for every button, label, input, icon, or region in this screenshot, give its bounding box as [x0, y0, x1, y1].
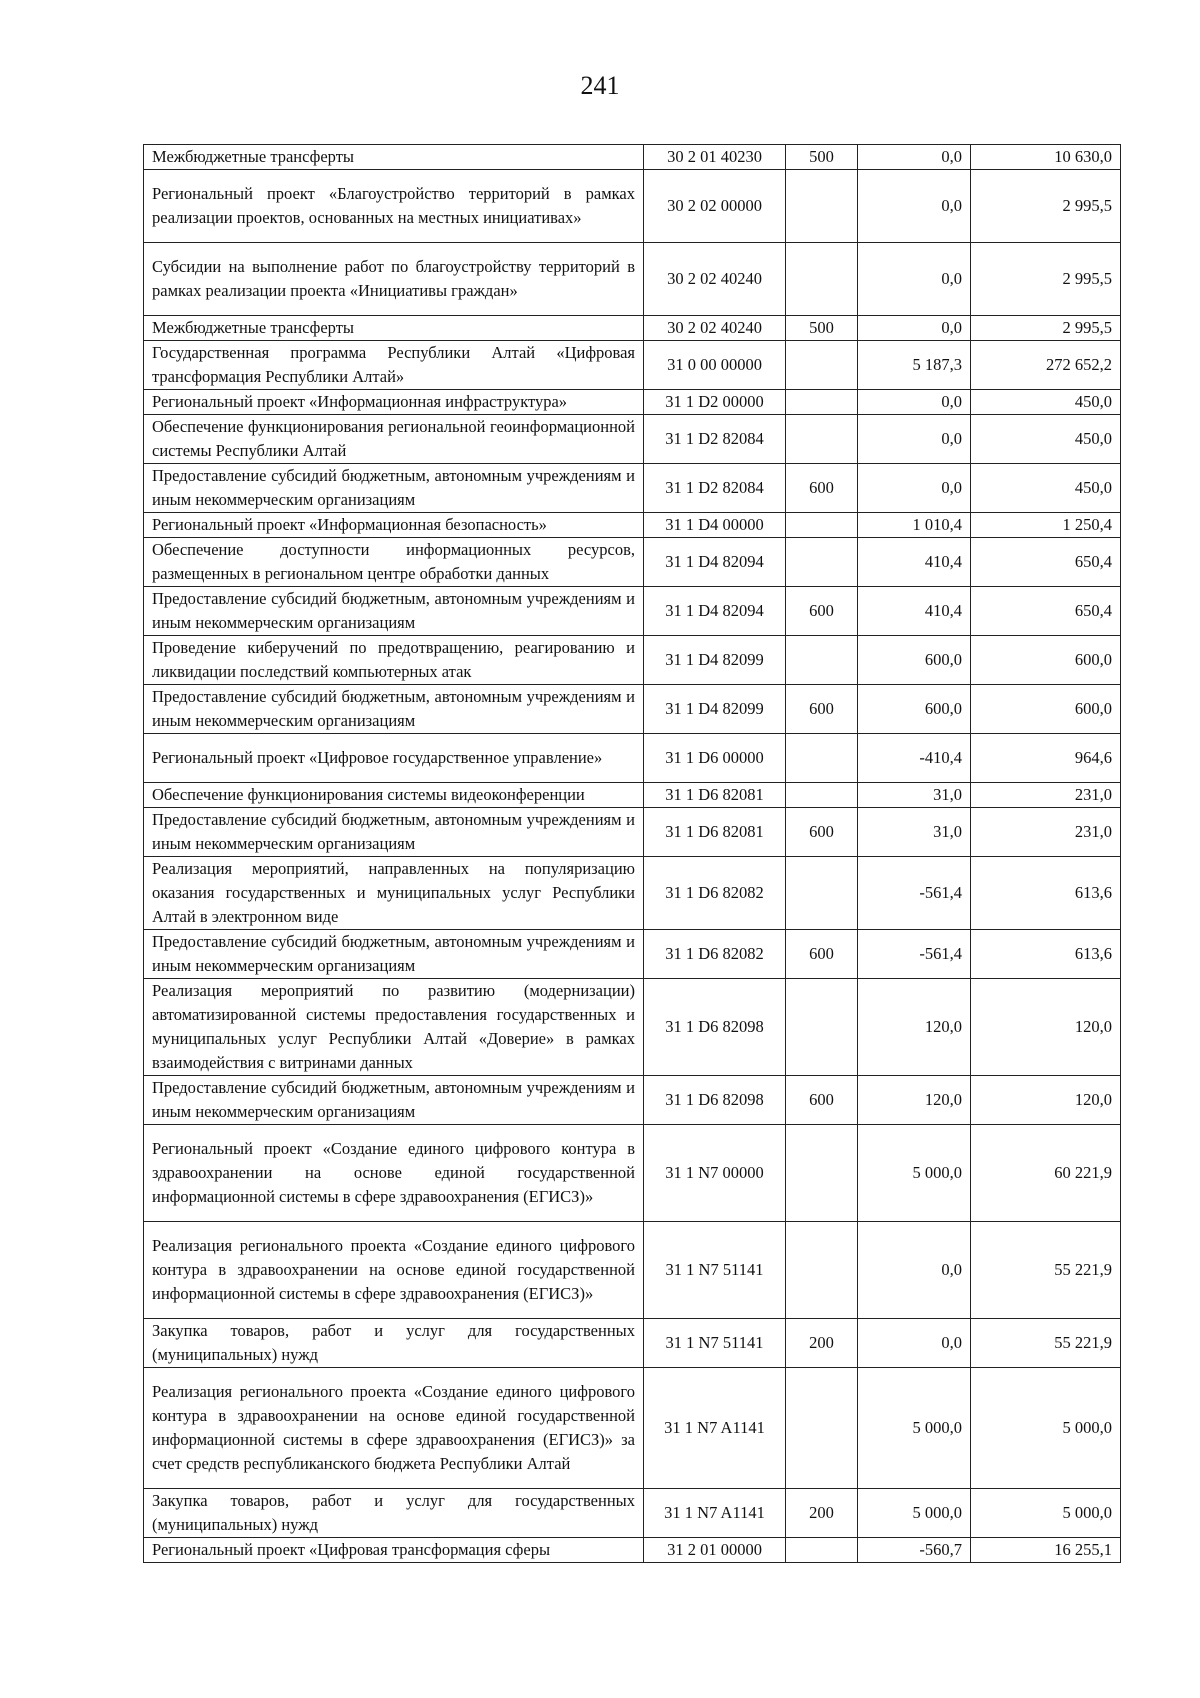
row-type-cell: 200 [786, 1489, 858, 1538]
row-code-cell: 31 1 D6 82081 [644, 808, 786, 857]
row-value-1-cell: -561,4 [858, 930, 971, 979]
table-row [144, 857, 1121, 930]
row-type-cell: 600 [786, 930, 858, 979]
row-type-cell [786, 1368, 858, 1489]
row-code-cell: 31 1 D6 82098 [644, 1076, 786, 1125]
row-name-cell: Региональный проект «Информационная безопасность» [144, 513, 644, 538]
row-value-2-cell: 5 000,0 [971, 1489, 1121, 1538]
row-value-1-cell: 0,0 [858, 1222, 971, 1319]
row-code-cell: 30 2 01 40230 [644, 145, 786, 170]
row-value-1-cell: 1 010,4 [858, 513, 971, 538]
row-code-cell: 31 1 D4 82094 [644, 538, 786, 587]
row-name-cell: Региональный проект «Информационная инфраструктура» [144, 390, 644, 415]
row-value-2-cell: 2 995,5 [971, 316, 1121, 341]
row-code-cell: 31 1 D6 82082 [644, 930, 786, 979]
row-value-1-cell: 5 000,0 [858, 1368, 971, 1489]
table-row [144, 636, 1121, 685]
row-name-cell: Государственная программа Республики Алтай «Цифровая трансформация Республики Алтай» [144, 341, 644, 390]
row-code-cell: 31 0 00 00000 [644, 341, 786, 390]
row-value-1-cell: 0,0 [858, 316, 971, 341]
row-name-cell: Закупка товаров, работ и услуг для государственных (муниципальных) нужд [144, 1319, 644, 1368]
row-name-cell: Предоставление субсидий бюджетным, автономным учреждениям и иным некоммерческим организациям [144, 464, 644, 513]
row-type-cell [786, 243, 858, 316]
row-type-cell [786, 415, 858, 464]
row-value-2-cell: 650,4 [971, 587, 1121, 636]
table-row [144, 587, 1121, 636]
row-name-cell: Субсидии на выполнение работ по благоустройству территорий в рамках реализации проекта «Инициативы граждан» [144, 243, 644, 316]
row-value-1-cell: 0,0 [858, 1319, 971, 1368]
row-type-cell: 200 [786, 1319, 858, 1368]
row-value-1-cell: 0,0 [858, 170, 971, 243]
row-type-cell: 600 [786, 587, 858, 636]
row-value-2-cell: 5 000,0 [971, 1368, 1121, 1489]
row-value-1-cell: 0,0 [858, 464, 971, 513]
row-name-cell: Обеспечение функционирования системы видеоконференции [144, 783, 644, 808]
row-value-2-cell: 600,0 [971, 636, 1121, 685]
row-name-cell: Реализация мероприятий, направленных на популяризацию оказания государственных и муниципальных услуг Республики Алтай в электронном виде [144, 857, 644, 930]
row-code-cell: 31 1 D2 82084 [644, 464, 786, 513]
page-number: 241 [580, 71, 620, 100]
row-value-1-cell: 0,0 [858, 145, 971, 170]
table-row [144, 243, 1121, 316]
row-code-cell: 31 1 D6 00000 [644, 734, 786, 783]
row-code-cell: 31 1 N7 A1141 [644, 1368, 786, 1489]
row-value-1-cell: -561,4 [858, 857, 971, 930]
row-type-cell [786, 513, 858, 538]
row-code-cell: 31 1 D4 82094 [644, 587, 786, 636]
table-row [144, 1368, 1121, 1489]
row-value-2-cell: 2 995,5 [971, 243, 1121, 316]
row-value-1-cell: 31,0 [858, 808, 971, 857]
row-value-2-cell: 272 652,2 [971, 341, 1121, 390]
row-code-cell: 31 1 N7 00000 [644, 1125, 786, 1222]
row-value-2-cell: 450,0 [971, 464, 1121, 513]
row-value-1-cell: 5 000,0 [858, 1489, 971, 1538]
table-row [144, 145, 1121, 170]
row-value-2-cell: 964,6 [971, 734, 1121, 783]
row-value-2-cell: 450,0 [971, 415, 1121, 464]
table-row [144, 415, 1121, 464]
row-name-cell: Предоставление субсидий бюджетным, автономным учреждениям и иным некоммерческим организациям [144, 930, 644, 979]
row-value-1-cell: 31,0 [858, 783, 971, 808]
table-row [144, 783, 1121, 808]
row-name-cell: Предоставление субсидий бюджетным, автономным учреждениям и иным некоммерческим организациям [144, 1076, 644, 1125]
table-row [144, 1319, 1121, 1368]
row-value-2-cell: 231,0 [971, 808, 1121, 857]
row-value-1-cell: 410,4 [858, 538, 971, 587]
row-type-cell: 500 [786, 145, 858, 170]
row-code-cell: 31 1 D6 82081 [644, 783, 786, 808]
row-type-cell [786, 734, 858, 783]
row-name-cell: Межбюджетные трансферты [144, 145, 644, 170]
row-value-1-cell: 410,4 [858, 587, 971, 636]
row-value-2-cell: 450,0 [971, 390, 1121, 415]
row-value-2-cell: 120,0 [971, 979, 1121, 1076]
row-value-1-cell: 120,0 [858, 979, 971, 1076]
row-value-2-cell: 613,6 [971, 930, 1121, 979]
row-value-2-cell: 60 221,9 [971, 1125, 1121, 1222]
row-type-cell [786, 857, 858, 930]
row-code-cell: 30 2 02 00000 [644, 170, 786, 243]
row-type-cell [786, 538, 858, 587]
row-value-2-cell: 1 250,4 [971, 513, 1121, 538]
row-type-cell: 600 [786, 808, 858, 857]
table-row [144, 1489, 1121, 1538]
row-code-cell: 31 1 D2 00000 [644, 390, 786, 415]
table-row [144, 808, 1121, 857]
row-value-2-cell: 2 995,5 [971, 170, 1121, 243]
row-code-cell: 31 1 D4 00000 [644, 513, 786, 538]
row-code-cell: 30 2 02 40240 [644, 316, 786, 341]
row-type-cell [786, 1538, 858, 1563]
row-value-2-cell: 55 221,9 [971, 1222, 1121, 1319]
row-code-cell: 31 1 N7 A1141 [644, 1489, 786, 1538]
row-name-cell: Реализация регионального проекта «Создание единого цифрового контура в здравоохранении на основе единой государственной информационной системы в сфере здравоохранения (ЕГИСЗ)» [144, 1222, 644, 1319]
row-value-2-cell: 650,4 [971, 538, 1121, 587]
row-code-cell: 31 1 D6 82082 [644, 857, 786, 930]
row-value-2-cell: 613,6 [971, 857, 1121, 930]
row-code-cell: 31 1 N7 51141 [644, 1222, 786, 1319]
table-row [144, 734, 1121, 783]
budget-table-body [144, 145, 1121, 1563]
row-type-cell: 600 [786, 1076, 858, 1125]
table-row [144, 1538, 1121, 1563]
row-value-1-cell: 0,0 [858, 415, 971, 464]
row-value-2-cell: 231,0 [971, 783, 1121, 808]
table-row [144, 316, 1121, 341]
row-type-cell [786, 390, 858, 415]
row-name-cell: Проведение киберучений по предотвращению, реагированию и ликвидации последствий компьютерных атак [144, 636, 644, 685]
table-row [144, 1222, 1121, 1319]
row-type-cell [786, 979, 858, 1076]
row-type-cell [786, 1222, 858, 1319]
budget-table [143, 144, 1121, 1563]
row-type-cell [786, 636, 858, 685]
row-type-cell [786, 341, 858, 390]
row-value-2-cell: 10 630,0 [971, 145, 1121, 170]
row-type-cell: 500 [786, 316, 858, 341]
row-code-cell: 31 1 D6 82098 [644, 979, 786, 1076]
row-name-cell: Региональный проект «Создание единого цифрового контура в здравоохранении на основе единой государственной информационной системы в сфере здравоохранения (ЕГИСЗ)» [144, 1125, 644, 1222]
row-value-1-cell: -560,7 [858, 1538, 971, 1563]
table-row [144, 1076, 1121, 1125]
row-name-cell: Предоставление субсидий бюджетным, автономным учреждениям и иным некоммерческим организациям [144, 685, 644, 734]
row-name-cell: Реализация мероприятий по развитию (модернизации) автоматизированной системы предоставления государственных и муниципальных услуг Республики Алтай «Доверие» в рамках взаимодействия с витринами данных [144, 979, 644, 1076]
row-name-cell: Реализация регионального проекта «Создание единого цифрового контура в здравоохранении на основе единой государственной информационной системы в сфере здравоохранения (ЕГИСЗ)» за счет средств республиканского бюджета Республики Алтай [144, 1368, 644, 1489]
row-type-cell: 600 [786, 685, 858, 734]
row-value-1-cell: 120,0 [858, 1076, 971, 1125]
table-row [144, 979, 1121, 1076]
row-value-2-cell: 600,0 [971, 685, 1121, 734]
row-code-cell: 31 2 01 00000 [644, 1538, 786, 1563]
table-row [144, 341, 1121, 390]
row-value-2-cell: 55 221,9 [971, 1319, 1121, 1368]
row-name-cell: Региональный проект «Цифровое государственное управление» [144, 734, 644, 783]
row-code-cell: 31 1 D4 82099 [644, 636, 786, 685]
row-value-1-cell: 0,0 [858, 390, 971, 415]
row-type-cell [786, 170, 858, 243]
row-name-cell: Межбюджетные трансферты [144, 316, 644, 341]
row-value-1-cell: 600,0 [858, 685, 971, 734]
row-value-2-cell: 16 255,1 [971, 1538, 1121, 1563]
row-value-1-cell: 0,0 [858, 243, 971, 316]
row-code-cell: 30 2 02 40240 [644, 243, 786, 316]
row-value-2-cell: 120,0 [971, 1076, 1121, 1125]
table-row [144, 464, 1121, 513]
row-name-cell: Региональный проект «Благоустройство территорий в рамках реализации проектов, основанных на местных инициативах» [144, 170, 644, 243]
row-name-cell: Закупка товаров, работ и услуг для государственных (муниципальных) нужд [144, 1489, 644, 1538]
row-value-1-cell: 5 187,3 [858, 341, 971, 390]
row-code-cell: 31 1 D2 82084 [644, 415, 786, 464]
row-name-cell: Обеспечение функционирования региональной геоинформационной системы Республики Алтай [144, 415, 644, 464]
row-code-cell: 31 1 D4 82099 [644, 685, 786, 734]
row-name-cell: Региональный проект «Цифровая трансформация сферы [144, 1538, 644, 1563]
row-name-cell: Предоставление субсидий бюджетным, автономным учреждениям и иным некоммерческим организациям [144, 808, 644, 857]
row-type-cell [786, 1125, 858, 1222]
table-row [144, 538, 1121, 587]
table-row [144, 1125, 1121, 1222]
table-row [144, 513, 1121, 538]
row-name-cell: Обеспечение доступности информационных ресурсов, размещенных в региональном центре обработки данных [144, 538, 644, 587]
table-row [144, 170, 1121, 243]
table-row [144, 390, 1121, 415]
row-value-1-cell: 600,0 [858, 636, 971, 685]
row-type-cell [786, 783, 858, 808]
table-row [144, 930, 1121, 979]
row-name-cell: Предоставление субсидий бюджетным, автономным учреждениям и иным некоммерческим организациям [144, 587, 644, 636]
row-value-1-cell: -410,4 [858, 734, 971, 783]
row-type-cell: 600 [786, 464, 858, 513]
row-code-cell: 31 1 N7 51141 [644, 1319, 786, 1368]
table-row [144, 685, 1121, 734]
row-value-1-cell: 5 000,0 [858, 1125, 971, 1222]
